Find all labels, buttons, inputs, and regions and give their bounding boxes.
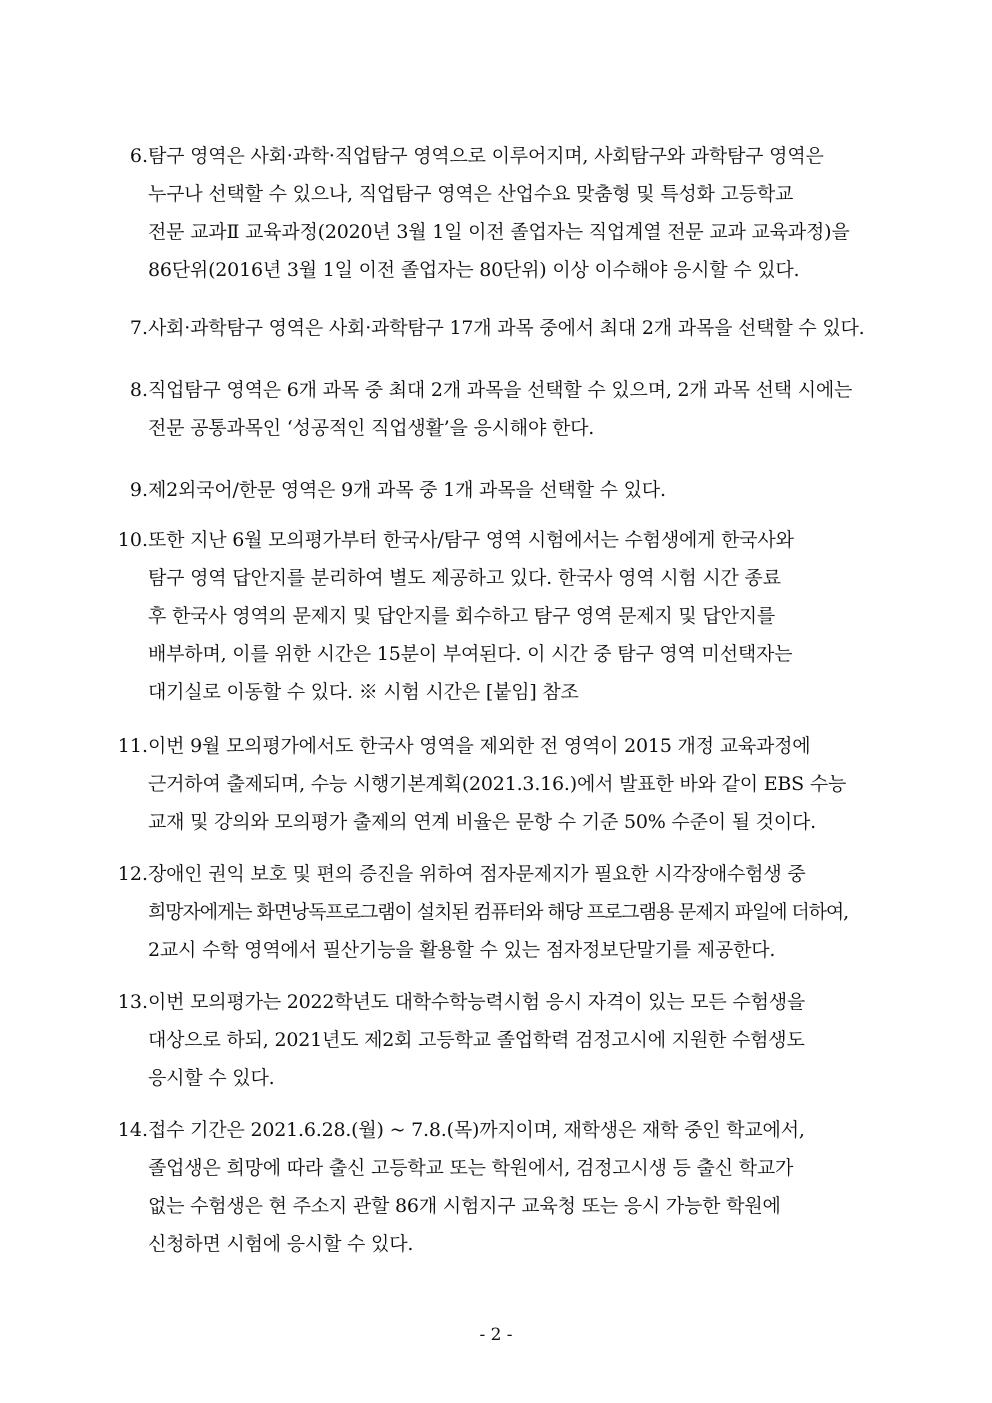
- item-number: 9.: [129, 479, 148, 501]
- item-text-line: 없는 수험생은 현 주소지 관할 86개 시험지구 교육청 또는 응시 가능한 학원에: [148, 1195, 781, 1217]
- item-text-line: 직업탐구 영역은 6개 과목 중 최대 2개 과목을 선택할 수 있으며, 2개 과목 선택 시에는: [148, 379, 853, 401]
- item-text-line: 교재 및 강의와 모의평가 출제의 연계 비율은 문항 수 기준 50% 수준이 될 것이다.: [148, 811, 817, 833]
- item-text-line: 탐구 영역은 사회·과학·직업탐구 영역으로 이루어지며, 사회탐구와 과학탐구 영역은: [148, 145, 824, 167]
- item-text-line: 응시할 수 있다.: [148, 1067, 275, 1089]
- item-text-line: 또한 지난 6월 모의평가부터 한국사/탐구 영역 시험에서는 수험생에게 한국사와: [148, 529, 794, 551]
- item-text-line: 후 한국사 영역의 문제지 및 답안지를 회수하고 탐구 영역 문제지 및 답안지를: [148, 605, 776, 627]
- item-text-line: 졸업생은 희망에 따라 출신 고등학교 또는 학원에서, 검정고시생 등 출신 학교가: [148, 1157, 794, 1179]
- item-text-line: 대기실로 이동할 수 있다. ※ 시험 시간은 [붙임] 참조: [148, 681, 579, 703]
- item-number: 11.: [117, 735, 148, 757]
- item-text-line: 탐구 영역 답안지를 분리하여 별도 제공하고 있다. 한국사 영역 시험 시간 종료: [148, 567, 781, 589]
- item-number: 14.: [117, 1119, 148, 1141]
- item-text-line: 이번 모의평가는 2022학년도 대학수학능력시험 응시 자격이 있는 모든 수험생을: [148, 991, 806, 1013]
- item-text-line: 접수 기간은 2021.6.28.(월) ~ 7.8.(목)까지이며, 재학생은 재학 중인 학교에서,: [148, 1119, 805, 1141]
- item-number: 8.: [129, 379, 148, 401]
- item-number: 7.: [129, 317, 148, 339]
- item-text-line: 전문 교과Ⅱ 교육과정(2020년 3월 1일 이전 졸업자는 직업계열 전문 교과 교육과정)을: [148, 221, 850, 243]
- item-text-line: 배부하며, 이를 위한 시간은 15분이 부여된다. 이 시간 중 탐구 영역 미선택자는: [148, 643, 793, 665]
- item-text-line: 신청하면 시험에 응시할 수 있다.: [148, 1233, 414, 1255]
- item-text-line: 2교시 수학 영역에서 필산기능을 활용할 수 있는 점자정보단말기를 제공한다.: [148, 939, 776, 961]
- item-number: 13.: [117, 991, 148, 1013]
- item-text-line: 이번 9월 모의평가에서도 한국사 영역을 제외한 전 영역이 2015 개정 교육과정에: [148, 735, 811, 757]
- item-text-line: 대상으로 하되, 2021년도 제2회 고등학교 졸업학력 검정고시에 지원한 수험생도: [148, 1029, 805, 1051]
- item-text-line: 86단위(2016년 3월 1일 이전 졸업자는 80단위) 이상 이수해야 응시할 수 있다.: [148, 259, 800, 281]
- item-text-line: 근거하여 출제되며, 수능 시행기본계획(2021.3.16.)에서 발표한 바와 같이 EBS 수능: [148, 773, 847, 795]
- item-text-line: 전문 공통과목인 ‘성공적인 직업생활’을 응시해야 한다.: [148, 417, 595, 439]
- item-number: 10.: [117, 529, 148, 551]
- item-text-line: 희망자에게는 화면낭독프로그램이 설치된 컴퓨터와 해당 프로그램용 문제지 파일에 더하여,: [148, 901, 849, 923]
- item-text-line: 제2외국어/한문 영역은 9개 과목 중 1개 과목을 선택할 수 있다.: [148, 479, 666, 501]
- item-text-line: 누구나 선택할 수 있으나, 직업탐구 영역은 산업수요 맞춤형 및 특성화 고등학교: [148, 183, 794, 205]
- item-number: 6.: [129, 145, 148, 167]
- item-number: 12.: [117, 863, 148, 885]
- item-text-line: 장애인 권익 보호 및 편의 증진을 위하여 점자문제지가 필요한 시각장애수험생 중: [148, 863, 806, 885]
- page-number: - 2 -: [479, 1325, 513, 1345]
- item-text-line: 사회·과학탐구 영역은 사회·과학탐구 17개 과목 중에서 최대 2개 과목을 선택할 수 있다.: [148, 317, 865, 339]
